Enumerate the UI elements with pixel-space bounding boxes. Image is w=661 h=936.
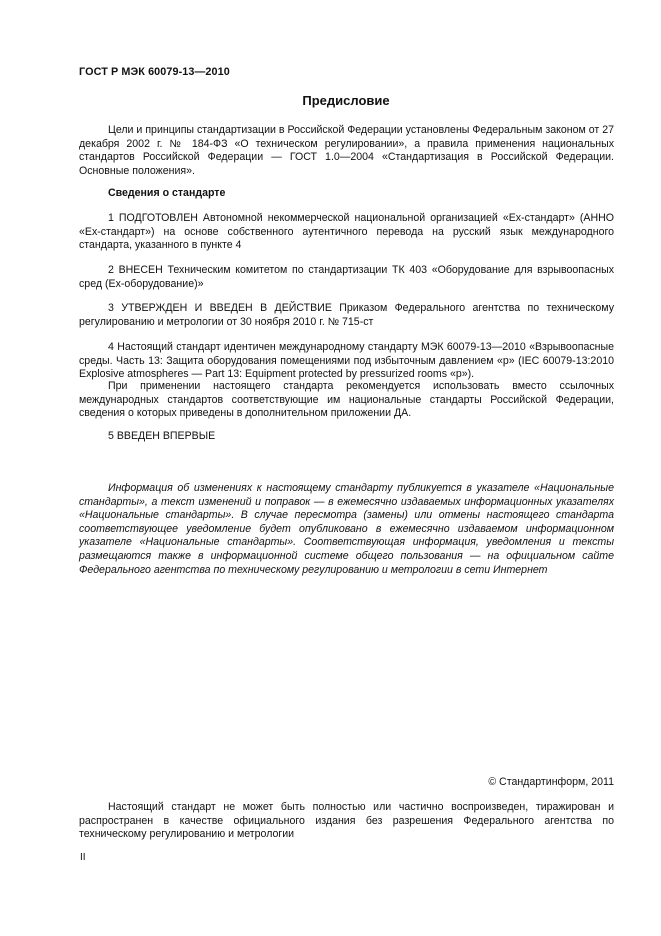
foreword-intro: Цели и принципы стандартизации в Российской Федерации установлены Федеральным законом от 27 декабря 2002 г. № 184-ФЗ «О техническом регулировании», а правила применения национальных стандартов Российской Федерации — ГОСТ 1.0—2004 «Стандартизация в Российской Федерации. Основные положения». [79, 124, 614, 177]
standard-info-item-5: 5 ВВЕДЕН ВПЕРВЫЕ [108, 430, 216, 442]
standard-info-item-4-note: При применении настоящего стандарта рекомендуется использовать вместо ссылочных международных стандартов соответствующие им национальные стандарты Российской Федерации, сведения о которых приведены в дополнительном приложении ДА. [79, 380, 614, 420]
foreword-title: Предисловие [302, 93, 390, 108]
standard-info-item-2: 2 ВНЕСЕН Техническим комитетом по стандартизации ТК 403 «Оборудование для взрывоопасных сред (Ех-оборудование)» [79, 264, 614, 290]
standard-info-heading: Сведения о стандарте [108, 187, 226, 199]
reproduction-notice: Настоящий стандарт не может быть полностью или частично воспроизведен, тиражирован и распространен в качестве официального издания без разрешения Федерального агентства по техническому регулированию и метрологии [79, 801, 614, 841]
document-code: ГОСТ Р МЭК 60079-13—2010 [79, 66, 230, 78]
standard-info-item-4: 4 Настоящий стандарт идентичен международному стандарту МЭК 60079-13—2010 «Взрывоопасные среды. Часть 13: Защита оборудования помещениями под избыточным давлением «р» (IEC 60079-13:2010 Explosive atmospheres — Part 13: Equipment protected by pressurized rooms «р»). [79, 341, 614, 381]
page-number: II [80, 852, 86, 863]
changes-information: Информация об изменениях к настоящему стандарту публикуется в указателе «Национальные стандарты», а текст изменений и поправок — в ежемесячно издаваемых информационных указателях «Национальные стандарты». В случае пересмотра (замены) или отмены настоящего стандарта соответствующее уведомление будет опубликовано в ежемесячно издаваемом информационном указателе «Национальные стандарты». Соответствующая информация, уведомления и тексты размещаются также в информационной системе общего пользования — на официальном сайте Федерального агентства по техническому регулированию и метрологии в сети Интернет [79, 482, 614, 576]
copyright-notice: © Стандартинформ, 2011 [488, 776, 614, 788]
standard-info-item-3: 3 УТВЕРЖДЕН И ВВЕДЕН В ДЕЙСТВИЕ Приказом Федерального агентства по техническому регулированию и метрологии от 30 ноября 2010 г. № 715-ст [79, 302, 614, 328]
standard-info-item-1: 1 ПОДГОТОВЛЕН Автономной некоммерческой национальной организацией «Ех-стандарт» (АННО «Ех-стандарт») на основе собственного аутентичного перевода на русский язык международного стандарта, указанного в пункте 4 [79, 212, 614, 252]
